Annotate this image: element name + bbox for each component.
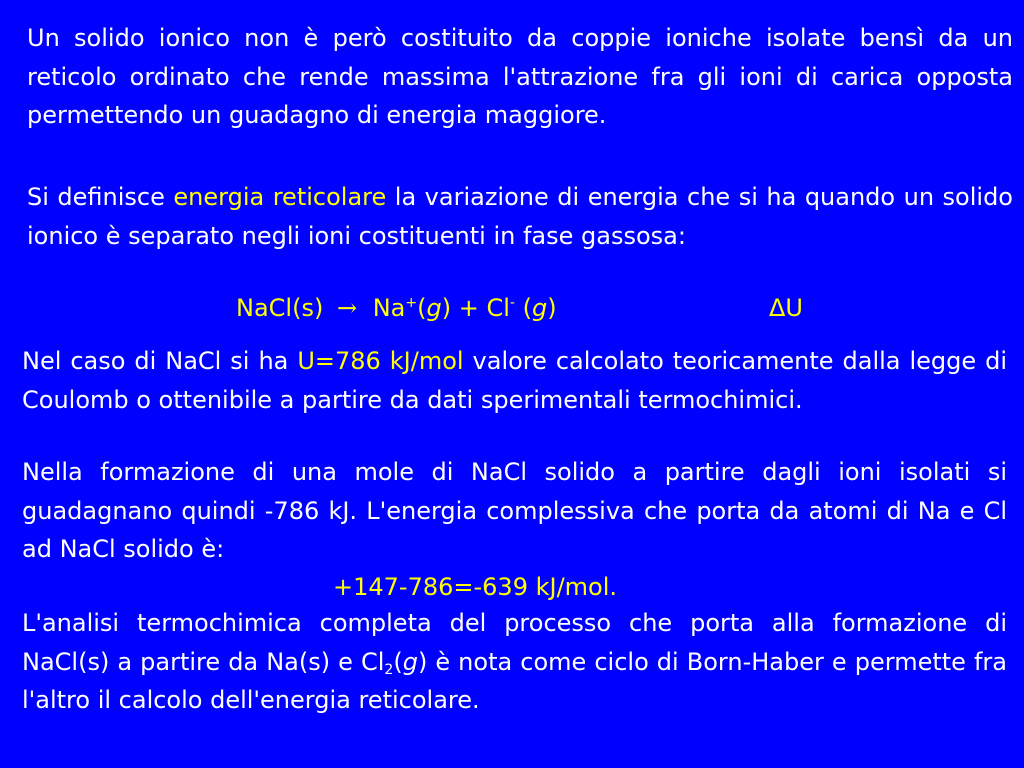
cl2-subscript: 2 [384,661,394,678]
definition-post-text: la variazione di energia che si ha quando un solido ionico è separato negli ioni costituenti in fase gassosa: [27,183,1013,250]
born-haber-open: ( [393,647,403,676]
nacl-value-pre: Nel caso di NaCl si ha [22,347,298,375]
g2-open: ( [514,294,532,322]
product-cl: Cl [486,294,510,322]
born-haber-post: ) è nota come ciclo di Born-Haber e permette fra l'altro il calcolo dell'energia reticolare. [22,647,1008,714]
delta-u-text: ΔU [769,294,803,322]
lattice-energy-value: U=786 kJ/mol [297,347,464,375]
g2-close: ) [547,294,557,322]
g1-open: ( [417,294,427,322]
nacl-value-post: valore calcolato teoricamente dalla legge di Coulomb o ottenibile a partire da dati sperimentali termochimici. [22,347,1008,414]
born-haber-pre: L'analisi termochimica completa del processo che porta alla formazione di NaCl(s) a partire da Na(s) e Cl [22,609,1007,676]
paragraph-nacl-value [22,342,1007,419]
product-na: Na [372,294,406,322]
definition-pre-text: Si definisce [27,183,174,211]
na-charge: + [405,295,418,311]
g1-close: ) [441,294,452,322]
plus-sign: + [451,294,487,322]
paragraph-ionic-lattice-text: Un solido ionico non è però costituito da coppie ioniche isolate bensì da un reticolo ordinato che rende massima l'attrazione fra gli ioni di carica opposta permettendo un guadagno di energia maggiore. [27,24,1013,129]
gas-state-na: g [426,294,442,322]
delta-u-symbol [769,293,803,323]
reaction-arrow-icon: → [336,294,358,322]
cl-charge: - [509,295,515,311]
reactant-nacl: NaCl(s) [236,294,324,322]
lattice-energy-term: energia reticolare [173,183,387,211]
formation-energy-text: Nella formazione di una mole di NaCl solido a partire dagli ioni isolati si guadagnano quindi -786 kJ. L'energia complessiva che porta da atomi di Na e Cl ad NaCl solido è: [22,458,1007,563]
paragraph-ionic-lattice [27,19,1013,135]
paragraph-born-haber [22,604,1007,720]
energy-result [333,572,617,602]
paragraph-formation-energy [22,453,1007,569]
gas-state-cl: g [531,294,548,322]
gas-state-cl2: g [402,647,418,676]
energy-result-text: +147-786=-639 kJ/mol. [333,573,618,601]
dissociation-equation [236,293,557,323]
paragraph-lattice-energy-definition [27,178,1013,255]
